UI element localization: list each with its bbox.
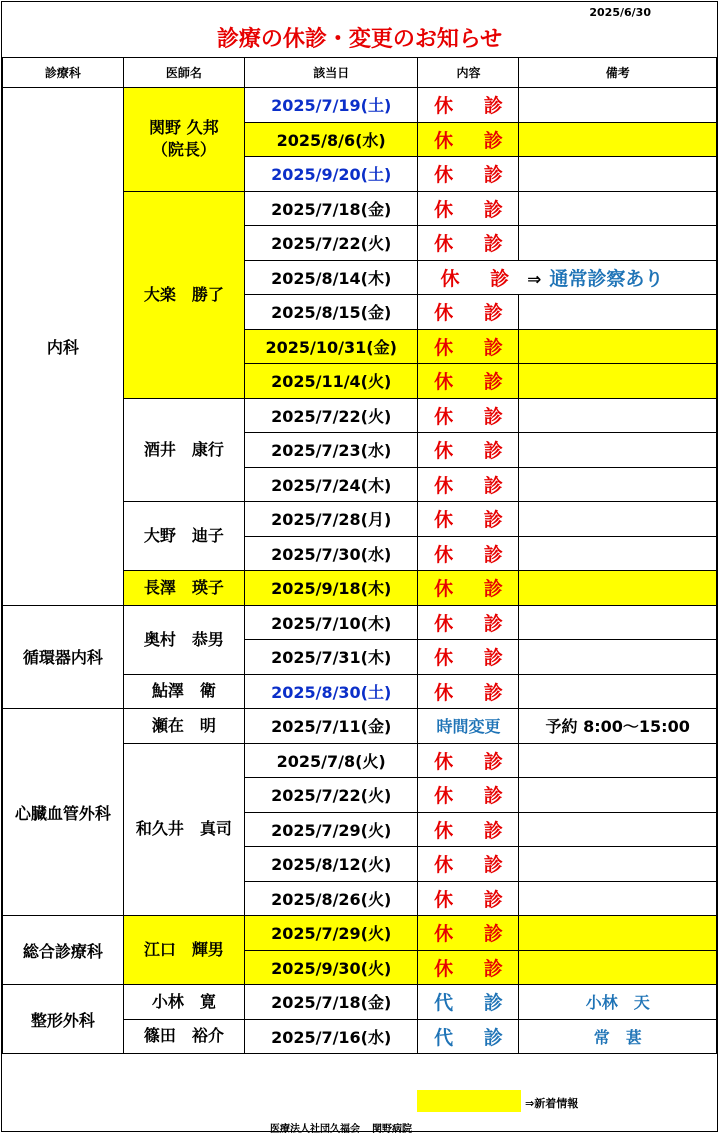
header-date: 該当日 (244, 58, 418, 88)
content-cell: 休 診 (418, 329, 519, 364)
content-cell: 代 診 (418, 1019, 519, 1054)
footer-hospital: 関野病院 (372, 1124, 412, 1135)
table-row (3, 985, 717, 1020)
department-cell: 整形外科 (3, 985, 124, 1054)
doctor-cell: 江口 輝男 (123, 916, 244, 985)
content-cell: 休 診 (418, 916, 519, 951)
remarks-cell (519, 847, 717, 882)
page-title: 診療の休診・変更のお知らせ (216, 27, 503, 52)
remarks-cell (519, 674, 717, 709)
date-cell: 2025/8/15(金) (244, 295, 418, 330)
remarks-cell (519, 502, 717, 537)
date-cell: 2025/7/28(月) (244, 502, 418, 537)
department-cell: 心臓血管外科 (3, 709, 124, 916)
content-cell: 休 診 (418, 433, 519, 468)
remarks-cell: 小林 天 (519, 985, 717, 1020)
department-cell: 総合診療科 (3, 916, 124, 985)
date-cell: 2025/8/12(火) (244, 847, 418, 882)
date-cell: 2025/7/8(火) (244, 743, 418, 778)
doctor-cell: 大野 迪子 (123, 502, 244, 571)
remarks-cell: 常 葚 (519, 1019, 717, 1054)
doctor-cell: 関野 久邦 （院長） (123, 88, 244, 192)
remarks-cell (519, 329, 717, 364)
remarks-cell (519, 398, 717, 433)
date-cell: 2025/9/30(火) (244, 950, 418, 985)
remarks-cell (519, 364, 717, 399)
remarks-cell (519, 950, 717, 985)
remarks-cell: 予約 8:00～15:00 (519, 709, 717, 744)
content-cell: 休 診 (418, 226, 519, 261)
remarks-cell (519, 916, 717, 951)
date-cell: 2025/8/14(木) (244, 260, 418, 295)
date-cell: 2025/7/29(火) (244, 812, 418, 847)
content-cell: 休 診 (418, 364, 519, 399)
remarks-cell (519, 157, 717, 192)
footer (270, 1120, 412, 1135)
doctor-cell: 小林 寛 (123, 985, 244, 1020)
date-cell: 2025/7/22(火) (244, 778, 418, 813)
remarks-cell (519, 433, 717, 468)
date-cell: 2025/7/22(火) (244, 398, 418, 433)
date-cell: 2025/11/4(火) (244, 364, 418, 399)
content-cell: 休 診 (418, 881, 519, 916)
content-cell: 時間変更 (418, 709, 519, 744)
content-cell: 休 診 (418, 191, 519, 226)
remarks-cell (519, 812, 717, 847)
date-cell: 2025/8/26(火) (244, 881, 418, 916)
table-row (3, 605, 717, 640)
issue-date: 2025/6/30 (589, 6, 651, 19)
date-cell: 2025/9/18(木) (244, 571, 418, 606)
content-cell: 休 診 (418, 950, 519, 985)
footer-org: 医療法人社団久福会 (270, 1124, 360, 1135)
doctor-cell: 鮎澤 衛 (123, 674, 244, 709)
table-row (3, 88, 717, 123)
remarks-cell (519, 122, 717, 157)
schedule-table (2, 57, 717, 1054)
remarks-cell (519, 536, 717, 571)
date-cell: 2025/7/23(水) (244, 433, 418, 468)
remarks-text: 通常診察あり (549, 267, 664, 290)
doctor-cell: 大楽 勝了 (123, 191, 244, 398)
date-cell: 2025/7/19(土) (244, 88, 418, 123)
date-cell: 2025/7/24(木) (244, 467, 418, 502)
content-cell: 休 診 (418, 778, 519, 813)
remarks-cell (519, 191, 717, 226)
remarks-cell (519, 226, 717, 261)
legend-swatch (417, 1090, 521, 1112)
content-cell: 休 診 (418, 157, 519, 192)
remarks-cell (519, 467, 717, 502)
content-cell: 休 診 (418, 812, 519, 847)
content-cell: 休 診 (418, 398, 519, 433)
header-department: 診療科 (3, 58, 124, 88)
doctor-cell: 酒井 康行 (123, 398, 244, 502)
date-cell: 2025/7/30(水) (244, 536, 418, 571)
remarks-cell (519, 640, 717, 675)
department-cell: 内科 (3, 88, 124, 606)
content-cell: 休 診 (418, 571, 519, 606)
date-cell: 2025/7/11(金) (244, 709, 418, 744)
remarks-cell (519, 295, 717, 330)
date-cell: 2025/7/22(火) (244, 226, 418, 261)
table-row (3, 916, 717, 951)
date-cell: 2025/7/29(火) (244, 916, 418, 951)
content-cell: 代 診 (418, 985, 519, 1020)
date-cell: 2025/7/18(金) (244, 985, 418, 1020)
date-cell: 2025/7/10(木) (244, 605, 418, 640)
content-cell: 休 診 (418, 502, 519, 537)
date-cell: 2025/10/31(金) (244, 329, 418, 364)
table-row (3, 709, 717, 744)
department-cell: 循環器内科 (3, 605, 124, 709)
header-row (3, 58, 717, 88)
doctor-cell: 奥村 恭男 (123, 605, 244, 674)
remarks-cell (519, 743, 717, 778)
date-cell: 2025/9/20(土) (244, 157, 418, 192)
remarks-cell (519, 778, 717, 813)
remarks-cell (519, 605, 717, 640)
header-remarks: 備考 (519, 58, 717, 88)
doctor-cell: 長澤 瑛子 (123, 571, 244, 606)
content-cell: 休 診 (418, 674, 519, 709)
remarks-cell (519, 88, 717, 123)
remarks-cell (519, 881, 717, 916)
date-cell: 2025/8/6(水) (244, 122, 418, 157)
date-cell: 2025/7/16(水) (244, 1019, 418, 1054)
remarks-cell (519, 571, 717, 606)
doctor-cell: 瀬在 明 (123, 709, 244, 744)
content-cell: 休 診 (418, 605, 519, 640)
content-cell: 休 診 (418, 640, 519, 675)
content-cell: 休 診 (418, 122, 519, 157)
header-doctor: 医師名 (123, 58, 244, 88)
legend-label: ⇒新着情報 (525, 1097, 579, 1110)
content-cell: 休 診 (418, 467, 519, 502)
content-remarks-merged-cell (418, 260, 717, 295)
doctor-cell: 篠田 裕介 (123, 1019, 244, 1054)
date-cell: 2025/7/31(木) (244, 640, 418, 675)
header-content: 内容 (418, 58, 519, 88)
content-cell: 休 診 (418, 536, 519, 571)
content-cell: 休 診 (418, 88, 519, 123)
date-cell: 2025/8/30(土) (244, 674, 418, 709)
content-cell: 休 診 (418, 295, 519, 330)
arrow-icon: ⇒ (527, 269, 542, 290)
date-cell: 2025/7/18(金) (244, 191, 418, 226)
doctor-cell: 和久井 真司 (123, 743, 244, 916)
content-cell: 休 診 (418, 743, 519, 778)
notice-sheet (1, 1, 718, 1135)
content-text: 休 診 (440, 267, 522, 290)
content-cell: 休 診 (418, 847, 519, 882)
